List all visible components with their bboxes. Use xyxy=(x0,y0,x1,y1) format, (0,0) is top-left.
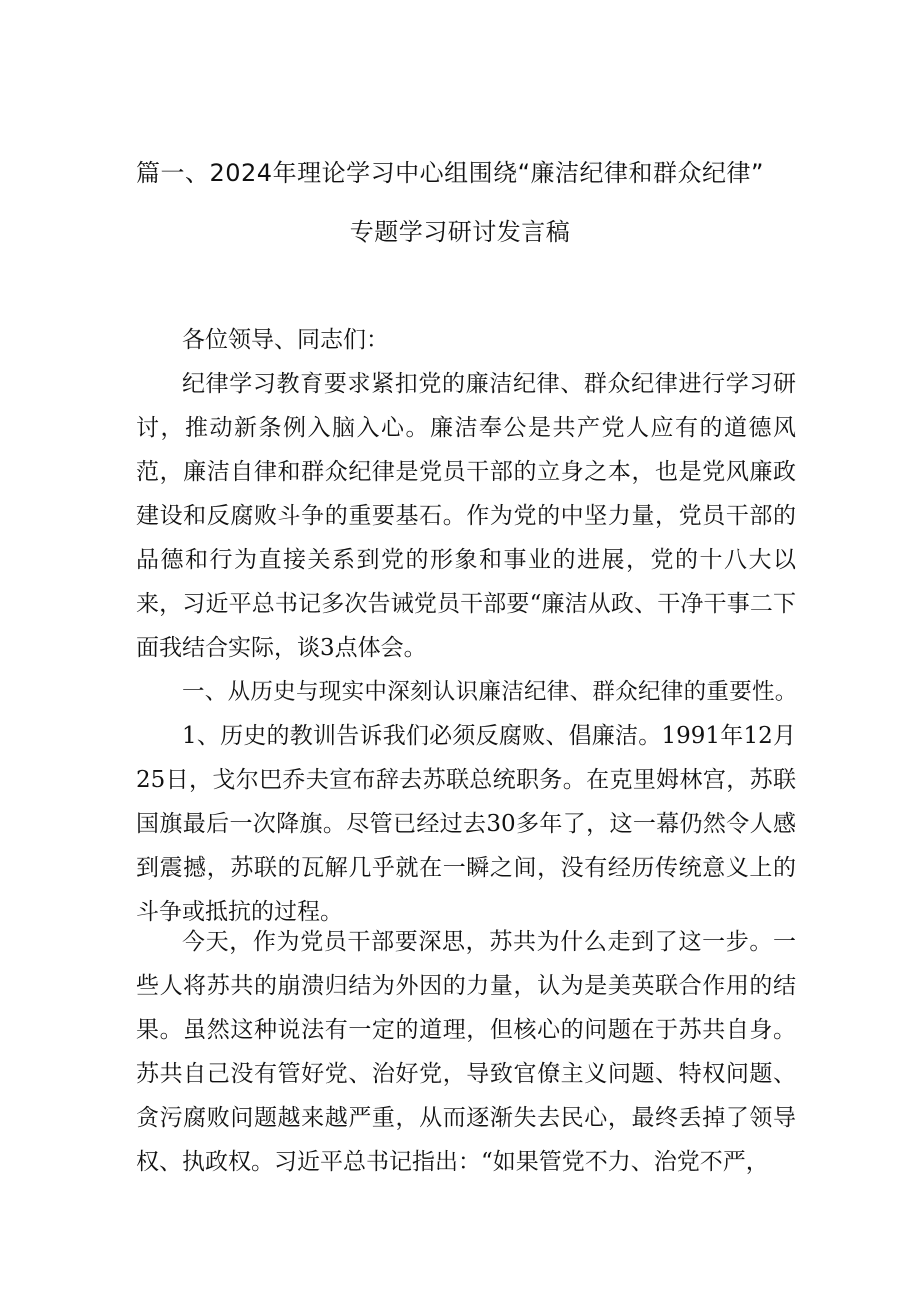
document-title-line-2: 专题学习研讨发言稿 xyxy=(349,218,571,246)
intro-paragraph: 纪律学习教育要求紧扣党的廉洁纪律、群众纪律进行学习研讨，推动新条例入脑入心。廉洁奉公是共产党人应有的道德风范，廉洁自律和群众纪律是党员干部的立身之本，也是党风廉政建设和反腐败斗争的重要基石。作为党的中坚力量，党员干部的品德和行为直接关系到党的形象和事业的进展，党的十八大以来，习近平总书记多次告诫党员干部要“廉洁从政、干净干事二下面我结合实际，谈3点体会。 xyxy=(136,371,796,661)
point-1-paragraph: 1、历史的教训告诉我们必须反腐败、倡廉洁。1991年12月25日，戈尔巴乔夫宣布辞去苏联总统职务。在克里姆林宫，苏联国旗最后一次降旗。尽管已经过去30多年了，这一幕仍然令人感到震撼，苏联的瓦解几乎就在一瞬之间，没有经历传统意义上的斗争或抵抗的过程。 xyxy=(136,723,796,925)
document-body-upper xyxy=(136,318,796,934)
document-title-line-1: 篇一、2024年理论学习中心组围绕“廉洁纪律和群众纪律” xyxy=(136,159,764,187)
section-heading-1: 一、从历史与现实中深刻认识廉洁纪律、群众纪律的重要性。 xyxy=(182,679,798,705)
document-body-lower xyxy=(136,920,796,1184)
point-1-followup-paragraph: 今天，作为党员干部要深思，苏共为什么走到了这一步。一些人将苏共的崩溃归结为外因的力量，认为是美英联合作用的结果。虽然这种说法有一定的道理，但核心的问题在于苏共自身。苏共自己没有管好党、治好党，导致官僚主义问题、特权问题、贪污腐败问题越来越严重，从而逐渐失去民心，最终丢掉了领导权、执政权。习近平总书记指出：“如果管党不力、治党不严， xyxy=(136,929,796,1175)
salutation: 各位领导、同志们： xyxy=(182,327,389,353)
